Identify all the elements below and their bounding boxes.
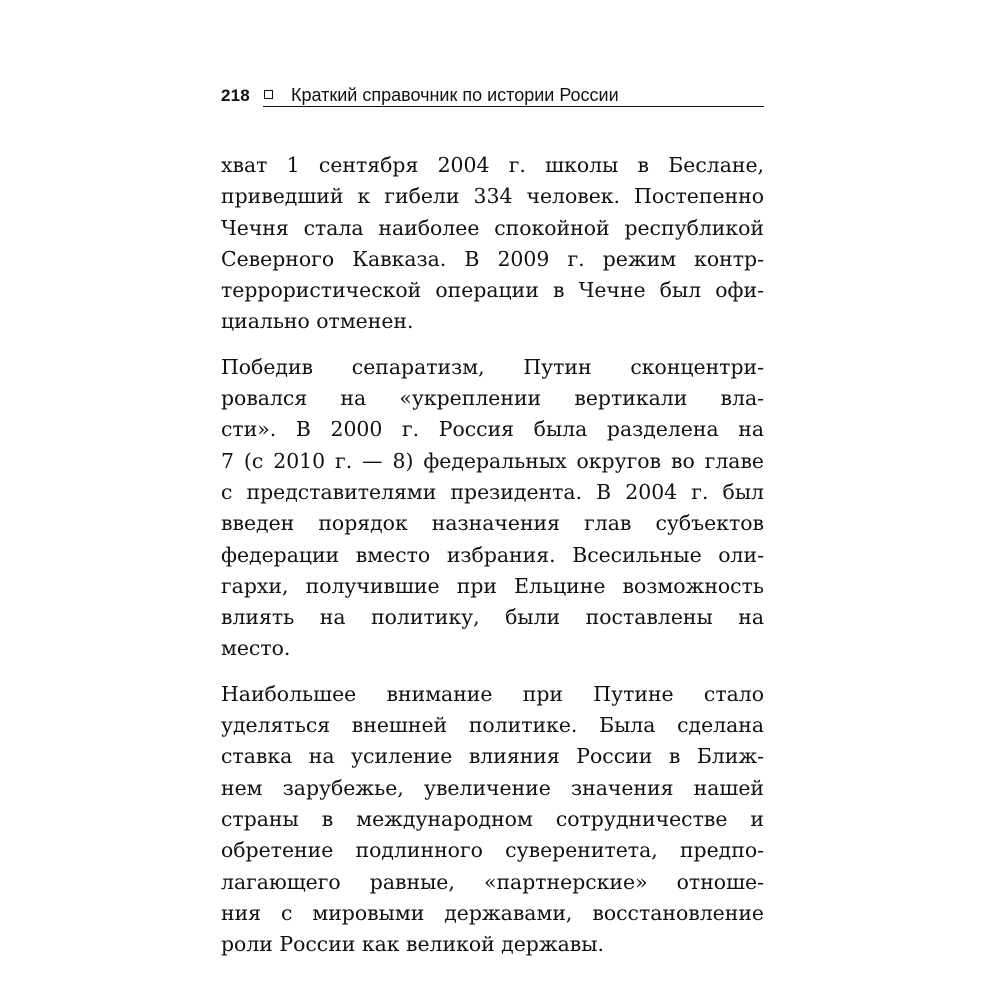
text-line: уделяться внешней политике. Была сделана — [221, 713, 764, 738]
text-line: гархи, получившие при Ельцине возможность — [221, 573, 764, 598]
running-title: Краткий справочник по истории России — [291, 85, 619, 105]
text-line: место. — [221, 636, 291, 661]
text-line: обретение подлинного суверенитета, предпо- — [221, 838, 764, 863]
paragraph-2 — [221, 352, 764, 665]
header-rule — [263, 106, 764, 107]
text-line: Северного Кавказа. В 2009 г. режим контр- — [221, 246, 764, 271]
text-line: Победив сепаратизм, Путин сконцентри- — [221, 354, 764, 379]
paragraph-3 — [221, 679, 764, 961]
text-line: страны в международном сотрудничестве и — [221, 806, 764, 831]
text-line: ровался на «укреплении вертикали вла- — [221, 386, 764, 411]
text-line: роли России как великой державы. — [221, 932, 604, 957]
text-line: нем зарубежье, увеличение значения нашей — [221, 775, 764, 800]
running-header — [221, 84, 764, 108]
text-line: ния с мировыми державами, восстановление — [221, 900, 764, 925]
page-number: 218 — [221, 86, 250, 105]
square-outline-icon — [264, 90, 273, 99]
text-line: с представителями президента. В 2004 г. был — [221, 479, 764, 504]
text-line: ставка на усиление влияния России в Ближ- — [221, 744, 764, 769]
text-line: влиять на политику, были поставлены на — [221, 605, 764, 630]
text-line: Чечня стала наиболее спокойной республикой — [221, 215, 764, 240]
body-text — [221, 150, 764, 974]
text-line: приведший к гибели 334 человек. Постепенно — [221, 184, 764, 209]
text-line: 7 (с 2010 г. — 8) федеральных округов во главе — [221, 448, 764, 473]
text-line: хват 1 сентября 2004 г. школы в Беслане, — [221, 153, 764, 177]
text-line: федерации вместо избрания. Всесильные оли- — [221, 542, 764, 567]
paragraph-1 — [221, 150, 764, 338]
text-line: сти». В 2000 г. Россия была разделена на — [221, 417, 764, 442]
text-line: террористической операции в Чечне был офи- — [221, 278, 764, 303]
text-line: Наибольшее внимание при Путине стало — [221, 681, 764, 706]
text-line: циально отменен. — [221, 309, 414, 334]
text-line: лагающего равные, «партнерские» отноше- — [221, 869, 764, 894]
text-line: введен порядок назначения глав субъектов — [221, 511, 764, 536]
